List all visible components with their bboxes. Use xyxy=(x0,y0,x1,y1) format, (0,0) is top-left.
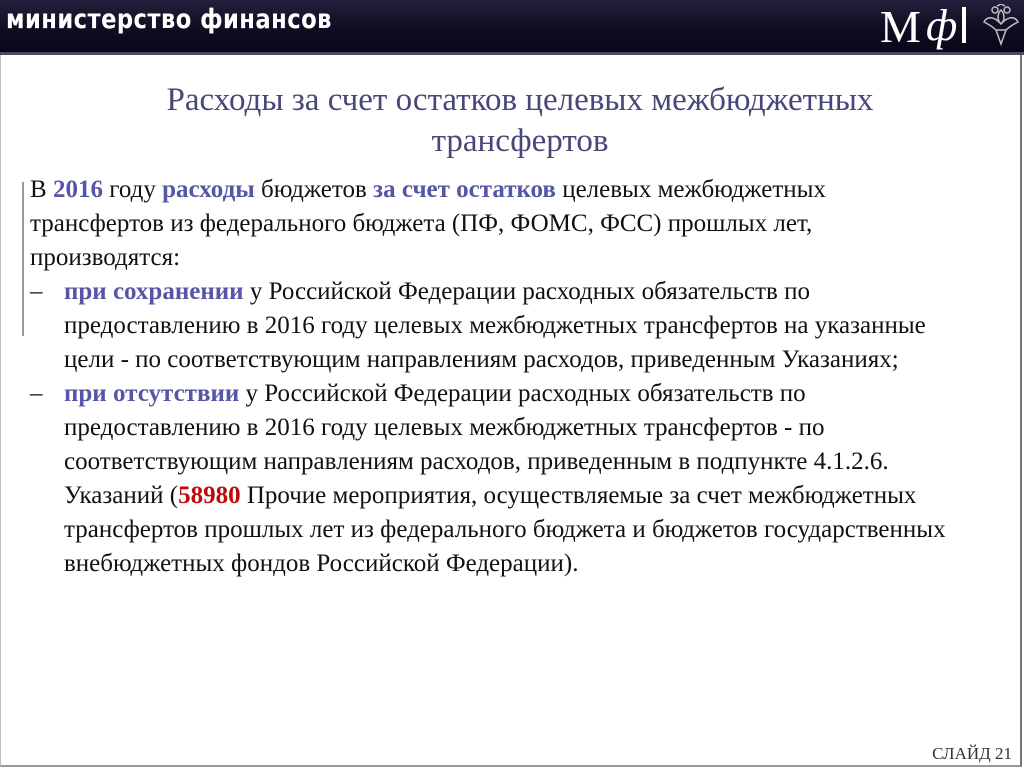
intro-text-1: В xyxy=(30,176,53,203)
item-text: у Российской Федерации расходных обязательств по предоставлению в 2016 году целевых межбюджетных трансфертов - по соответствующим направлениям расходов, приведенным в подпункте 4.1.2.6. Указаний ( xyxy=(64,380,889,509)
logo-letter-m: М xyxy=(880,1,921,52)
header-bar xyxy=(0,0,1024,52)
budget-code: 58980 xyxy=(178,482,241,509)
slide-number: СЛАЙД 21 xyxy=(932,744,1012,763)
list-dash: – xyxy=(30,380,43,407)
intro-highlight-remainders: за счет остатков xyxy=(373,176,556,203)
slide-body xyxy=(30,173,965,581)
intro-year: 2016 xyxy=(52,176,103,203)
logo-bar xyxy=(962,7,966,43)
ministry-name: министерство финансов xyxy=(6,4,332,35)
item-text-continued: Прочие мероприятия, осуществляемые за счет межбюджетных трансфертов прошлых лет из федерального бюджета и бюджетов государственных внебюджетных фондов Российской Федерации). xyxy=(64,482,946,577)
list-item xyxy=(30,377,965,581)
list-item xyxy=(30,275,965,377)
item-highlight: при сохранении xyxy=(64,278,244,305)
logo-letter-f: ф xyxy=(926,1,958,50)
ministry-logo xyxy=(880,2,976,50)
item-highlight: при отсутствии xyxy=(64,380,240,407)
left-margin-mark xyxy=(22,182,24,336)
slide-title: Расходы за счет остатков целевых межбюджетных трансфертов xyxy=(166,82,874,159)
intro-text-3: бюджетов xyxy=(254,176,374,203)
intro-text-4: целевых межбюджетных трансфертов из федерального бюджета (ПФ, ФОМС, ФСС) прошлых лет, производятся: xyxy=(30,176,826,271)
list-dash: – xyxy=(30,278,43,305)
item-text: у Российской Федерации расходных обязательств по предоставлению в 2016 году целевых межбюджетных трансфертов на указанные цели - по соответствующим направлениям расходов, приведенным Указаниях; xyxy=(64,278,926,373)
intro-text-2: году xyxy=(102,176,163,203)
coat-of-arms-icon xyxy=(982,4,1020,48)
intro-paragraph xyxy=(30,173,965,275)
intro-highlight-expenses: расходы xyxy=(162,176,255,203)
